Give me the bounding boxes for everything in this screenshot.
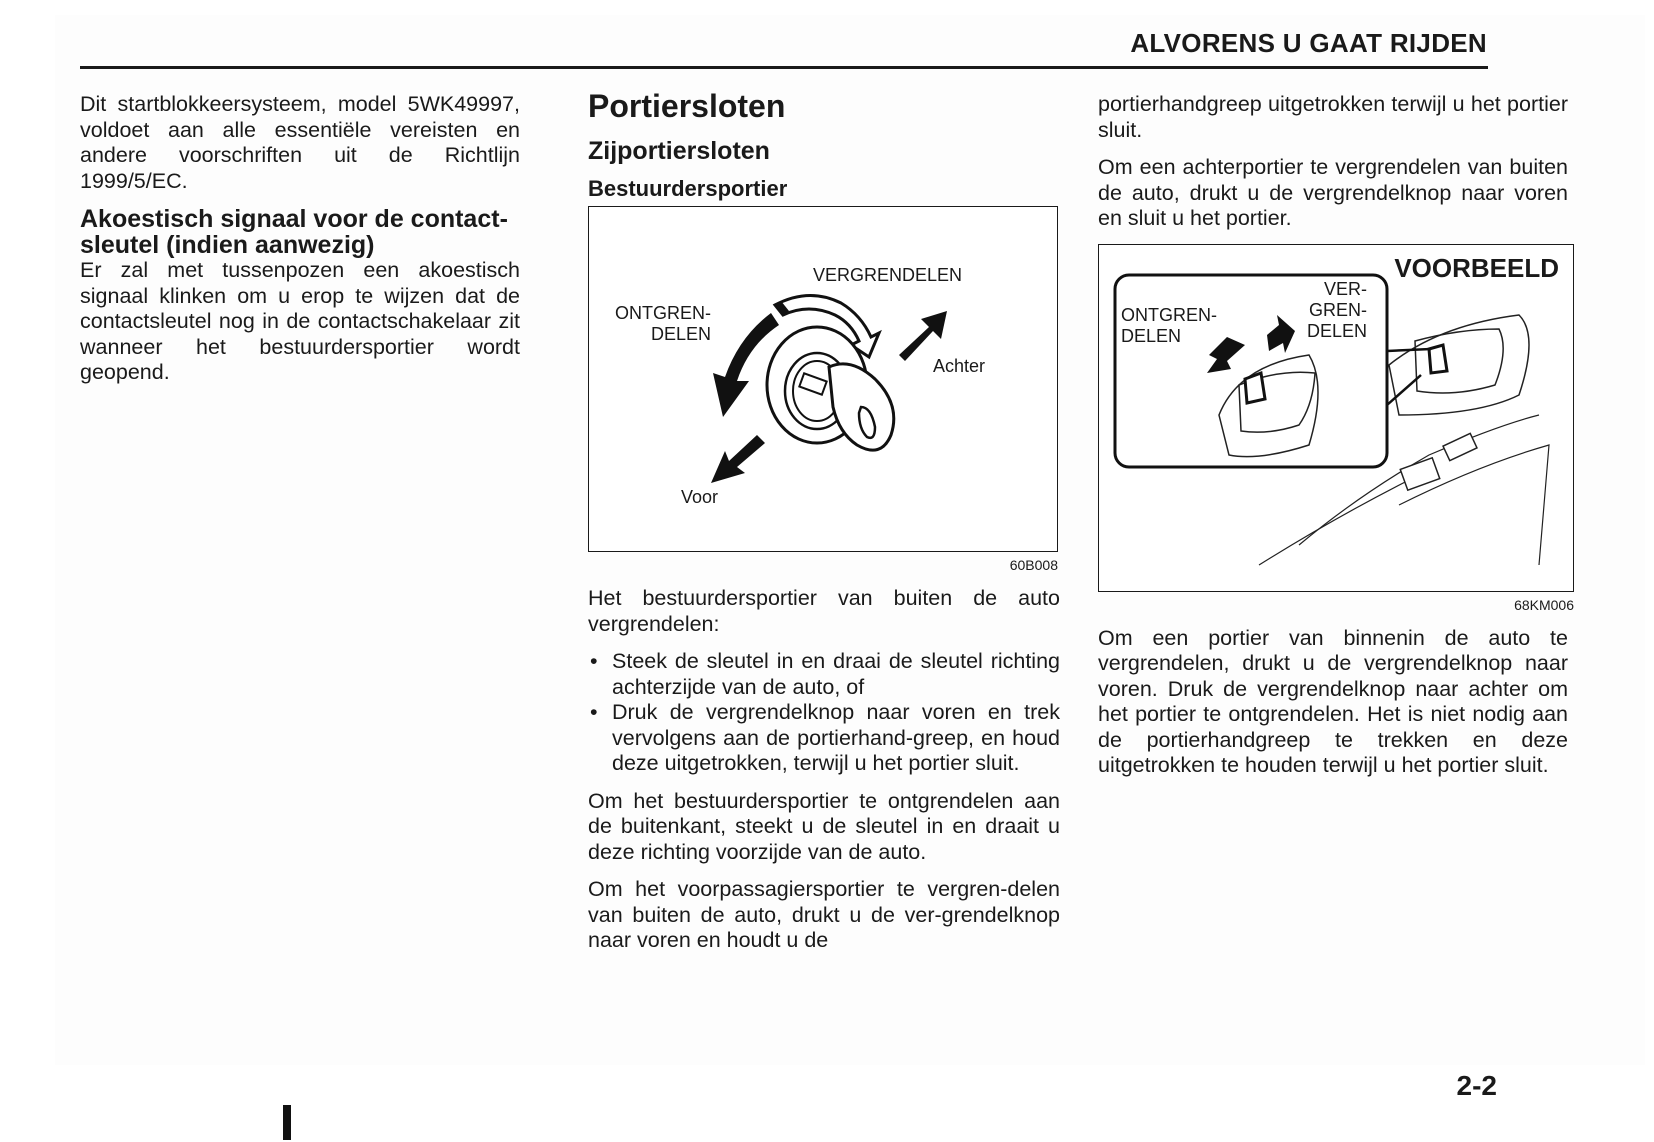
figure-code-1: 60B008 bbox=[1009, 557, 1058, 573]
subsection-title-driver-door: Bestuurdersportier bbox=[588, 176, 788, 201]
acoustic-signal-heading: Akoestisch signaal voor de contact-sleutel (indien aanwezig) bbox=[80, 205, 508, 259]
key-lock-illustration bbox=[588, 206, 1058, 552]
rear-door-paragraph: Om een achterportier te vergrendelen van buiten de auto, drukt u de vergrendelknop naar voren en sluit u het portier. bbox=[1098, 155, 1568, 230]
acoustic-signal-body: Er zal met tussenpozen een akoestisch signaal klinken om u erop te wijzen dat de contactsleutel nog in de contactschakelaar zit wanneer het bestuurdersportier wordt geopend. bbox=[80, 258, 520, 384]
lock-from-outside-lead: Het bestuurdersportier van buiten de auto vergrendelen: bbox=[588, 586, 1060, 636]
unlock-driver-door-paragraph: Om het bestuurdersportier te ontgrendelen aan de buitenkant, steekt u de sleutel in en draait u deze richting voorzijde van de auto. bbox=[588, 788, 1060, 864]
key-lock-drawing bbox=[589, 207, 1057, 551]
figure-code-2: 68KM006 bbox=[1514, 596, 1574, 613]
interior-lock-illustration bbox=[1098, 244, 1574, 592]
immobilizer-paragraph: Dit startblokkeersysteem, model 5WK49997, voldoet aan alle essentiële vereisten en andere voorschriften uit de Richtlijn 1999/5/EC. bbox=[80, 92, 520, 193]
label-unlock-1: ONTGREN- bbox=[615, 303, 711, 323]
column-3 bbox=[1098, 92, 1574, 791]
inside-lock-paragraph: Om een portier van binnenin de auto te vergrendelen, drukt u de vergrendelknop naar voren. Druk de vergrendelknop naar achter om het portier te ontgrendelen. Het is niet nodig aan de portierhandgreep te trekken en deze uitgetrokken te houden terwijl u het portier sluit. bbox=[1098, 625, 1568, 777]
label-unlock-2: DELEN bbox=[1121, 325, 1182, 346]
subsection-title-side-door-locks: Zijportiersloten bbox=[588, 137, 770, 165]
section-header-title: ALVORENS U GAAT RIJDEN bbox=[1130, 28, 1487, 58]
list-item: • Druk de vergrendelknop naar voren en trek vervolgens aan de portierhand-greep, en houd deze uitgetrokken, terwijl u het portier sluit. bbox=[588, 700, 1060, 777]
change-bar-marker bbox=[283, 1105, 291, 1140]
label-lock-3: DELEN bbox=[1306, 320, 1367, 341]
front-direction-arrow bbox=[711, 435, 765, 483]
example-badge: VOORBEELD bbox=[1394, 252, 1559, 283]
list-item: • Steek de sleutel in en draai de sleutel richting achterzijde van de auto, of bbox=[588, 649, 1060, 700]
label-unlock-1: ONTGREN- bbox=[1121, 304, 1217, 325]
lock-methods-list bbox=[588, 649, 1060, 777]
section-title-door-locks: Portiersloten bbox=[588, 88, 786, 124]
label-lock: VERGRENDELEN bbox=[813, 265, 963, 285]
continuation-paragraph: portierhandgreep uitgetrokken terwijl u het portier sluit. bbox=[1098, 92, 1568, 142]
column-1 bbox=[80, 92, 520, 398]
label-lock-1: VER- bbox=[1323, 278, 1367, 299]
passenger-door-paragraph: Om het voorpassagiersportier te vergren-delen van buiten de auto, drukt u de ver-grendelknop naar voren en houdt u de bbox=[588, 877, 1060, 952]
page-number: 2-2 bbox=[1456, 1070, 1497, 1101]
header-rule bbox=[80, 66, 1488, 69]
label-rear: Achter bbox=[933, 356, 986, 376]
window-switch bbox=[1400, 457, 1439, 489]
column-2 bbox=[588, 88, 1060, 966]
label-unlock-2: DELEN bbox=[650, 324, 711, 344]
label-lock-2: GREN- bbox=[1309, 299, 1367, 320]
label-front: Voor bbox=[681, 487, 719, 507]
rear-direction-arrow bbox=[899, 311, 947, 361]
